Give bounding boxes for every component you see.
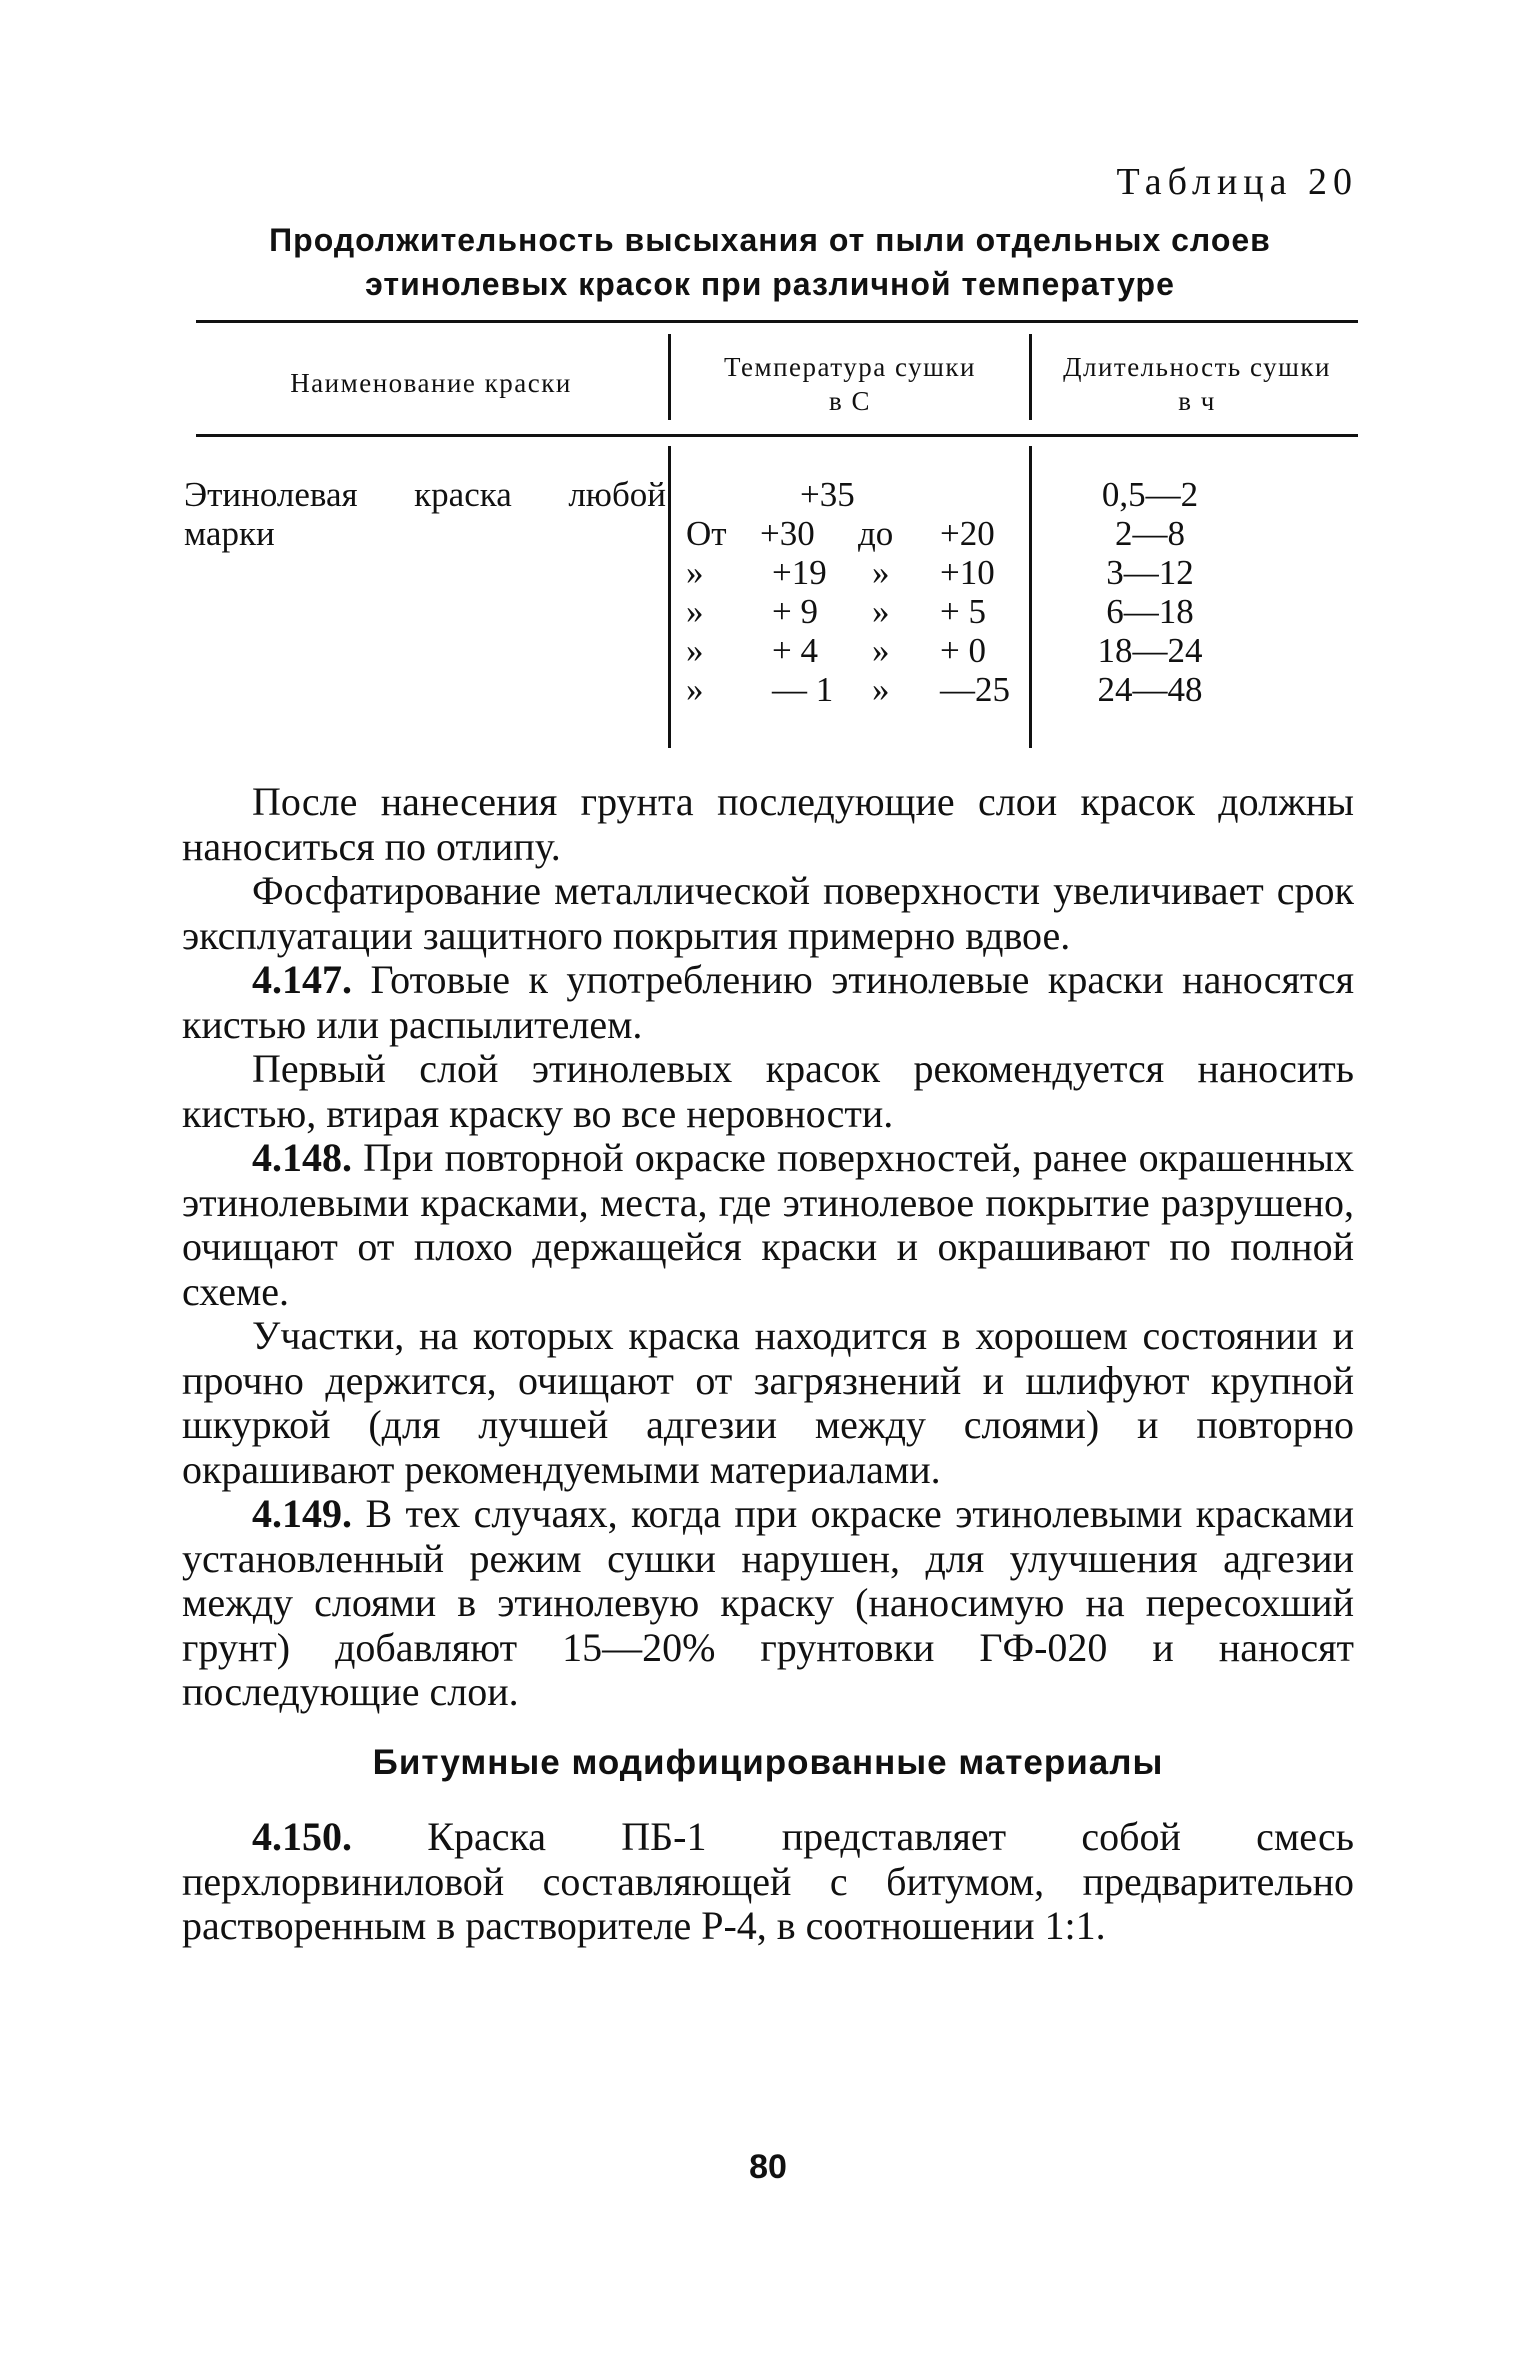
paragraph: 4.149. В тех случаях, когда при окраске этинолевыми красками установленный режим сушки нарушен, для улучшения адгезии между слоями в этинолевую краску (наносимую на пересохший грунт) добавляют 15—20% грунтовки ГФ-020 и наносят последующие слои. — [182, 1491, 1355, 1714]
temperature-row: +35 — [800, 475, 855, 514]
duration-cell: 6—18 — [1106, 592, 1194, 631]
paint-name-cell — [184, 475, 666, 553]
header-paint-name: Наименование краски — [290, 368, 572, 398]
body-text — [182, 780, 1354, 1949]
table-caption-line-2: этинолевых красок при различной температуре — [365, 266, 1175, 302]
paragraph: Фосфатирование металлической поверхности увеличивает срок эксплуатации защитного покрытия примерно вдвое. — [182, 868, 1354, 958]
clause-number: 4.149. — [252, 1491, 352, 1536]
temperature-row: » — 1 » —25 — [686, 670, 1010, 709]
clause-number: 4.150. — [252, 1814, 352, 1859]
paragraph: 4.147. Готовые к употреблению этинолевые краски наносятся кистью или распылителем. — [182, 957, 1354, 1047]
temperature-row: » + 4 » + 0 — [686, 631, 986, 670]
paint-name-line-2: марки — [184, 514, 275, 553]
temperature-row: » +19 » +10 — [686, 553, 995, 592]
duration-cell: 18—24 — [1097, 631, 1203, 670]
table-caption — [180, 218, 1360, 306]
duration-cell: 3—12 — [1106, 553, 1194, 592]
header-drying-temperature: Температура сушки в С — [724, 352, 976, 416]
table-number-label: Таблица 20 — [1116, 161, 1358, 203]
duration-cell: 2—8 — [1115, 514, 1185, 553]
page-number: 80 — [749, 2148, 787, 2186]
duration-cell: 0,5—2 — [1101, 475, 1199, 514]
header-drying-duration: Длительность сушки в ч — [1063, 352, 1331, 416]
table-body-divider-1 — [668, 446, 671, 748]
clause-number: 4.147. — [252, 957, 352, 1002]
paragraph: Первый слой этинолевых красок рекомендуется наносить кистью, втирая краску во все неровности. — [182, 1046, 1354, 1136]
table-header-rule — [196, 434, 1358, 437]
section-heading: Битумные модифицированные материалы — [372, 1742, 1164, 1782]
clause-number: 4.148. — [252, 1135, 352, 1180]
table-column-divider-2 — [1029, 334, 1032, 420]
table-caption-line-1: Продолжительность высыхания от пыли отдельных слоев — [269, 222, 1271, 258]
duration-cell: 24—48 — [1097, 670, 1203, 709]
temperature-row: » + 9 » + 5 — [686, 592, 986, 631]
table-top-rule — [196, 320, 1358, 323]
table-column-divider-1 — [668, 334, 671, 420]
temperature-row: От +30 до +20 — [686, 514, 995, 553]
paragraph: Участки, на которых краска находится в хорошем состоянии и прочно держится, очищают от загрязнений и шлифуют крупной шкуркой (для лучшей адгезии между слоями) и повторно окрашивают рекомендуемыми материалами. — [182, 1313, 1354, 1492]
paragraph: 4.150. Краска ПБ-1 представляет собой смесь перхлорвиниловой составляющей с битумом, предварительно растворенным в растворителе Р-4, в соотношении 1:1. — [182, 1814, 1354, 1948]
paragraph: 4.148. При повторной окраске поверхностей, ранее окрашенных этинолевыми красками, места, где этинолевое покрытие разрушено, очищают от плохо держащейся краски и окрашивают по полной схеме. — [182, 1135, 1354, 1314]
paragraph: После нанесения грунта последующие слои красок должны наноситься по отлипу. — [182, 779, 1354, 869]
paint-name-line-1: Этинолевая краска любой — [184, 475, 666, 514]
